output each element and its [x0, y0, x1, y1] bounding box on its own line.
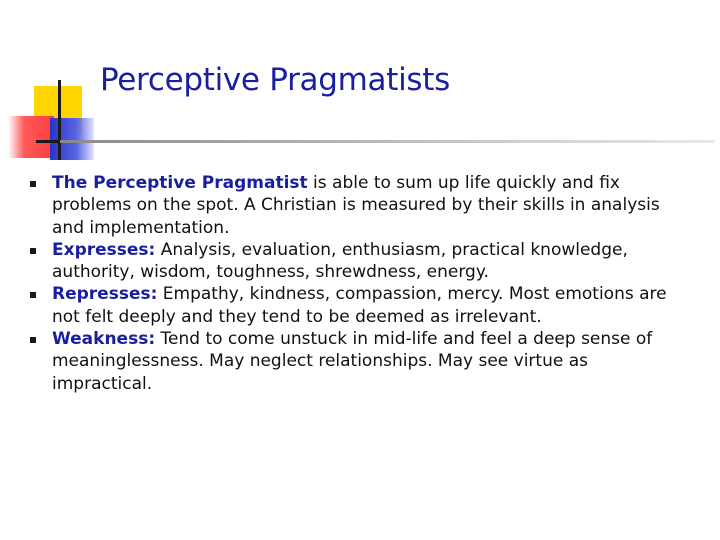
bullet-text: Analysis, evaluation, enthusiasm, practical knowledge, authority, wisdom, toughness, shrewdness, energy.: [52, 239, 628, 283]
square-bullet-icon: [30, 292, 36, 298]
bullet-lead: Weakness:: [52, 329, 156, 350]
bullet-lead: The Perceptive Pragmatist: [52, 173, 308, 193]
red-square-decoration: [8, 116, 54, 158]
square-bullet-icon: [30, 337, 36, 343]
bullet-text: is able to sum up life quickly and fix problems on the spot. A Christian is measured by their skills in analysis and implementation.: [52, 173, 660, 238]
bullet-text: Empathy, kindness, compassion, mercy. Most emotions are not felt deeply and they tend to be deemed as irrelevant.: [52, 284, 667, 327]
bullet-item: [30, 328, 690, 395]
square-bullet-icon: [30, 181, 36, 187]
vertical-line-decoration: [58, 80, 61, 160]
bullet-list: [30, 172, 690, 395]
bullet-lead: Expresses:: [52, 239, 156, 260]
blue-square-decoration: [50, 118, 94, 160]
bullet-item: [30, 239, 690, 284]
bullet-lead: Represses:: [52, 284, 158, 305]
bullet-text: Tend to come unstuck in mid-life and feel a deep sense of meaninglessness. May neglect relationships. May see virtue as impractical.: [52, 329, 653, 394]
square-bullet-icon: [30, 248, 36, 254]
bullet-item: [30, 172, 690, 239]
bullet-item: [30, 283, 690, 328]
slide-title: Perceptive Pragmatists: [100, 62, 450, 98]
title-underline: [60, 140, 715, 143]
